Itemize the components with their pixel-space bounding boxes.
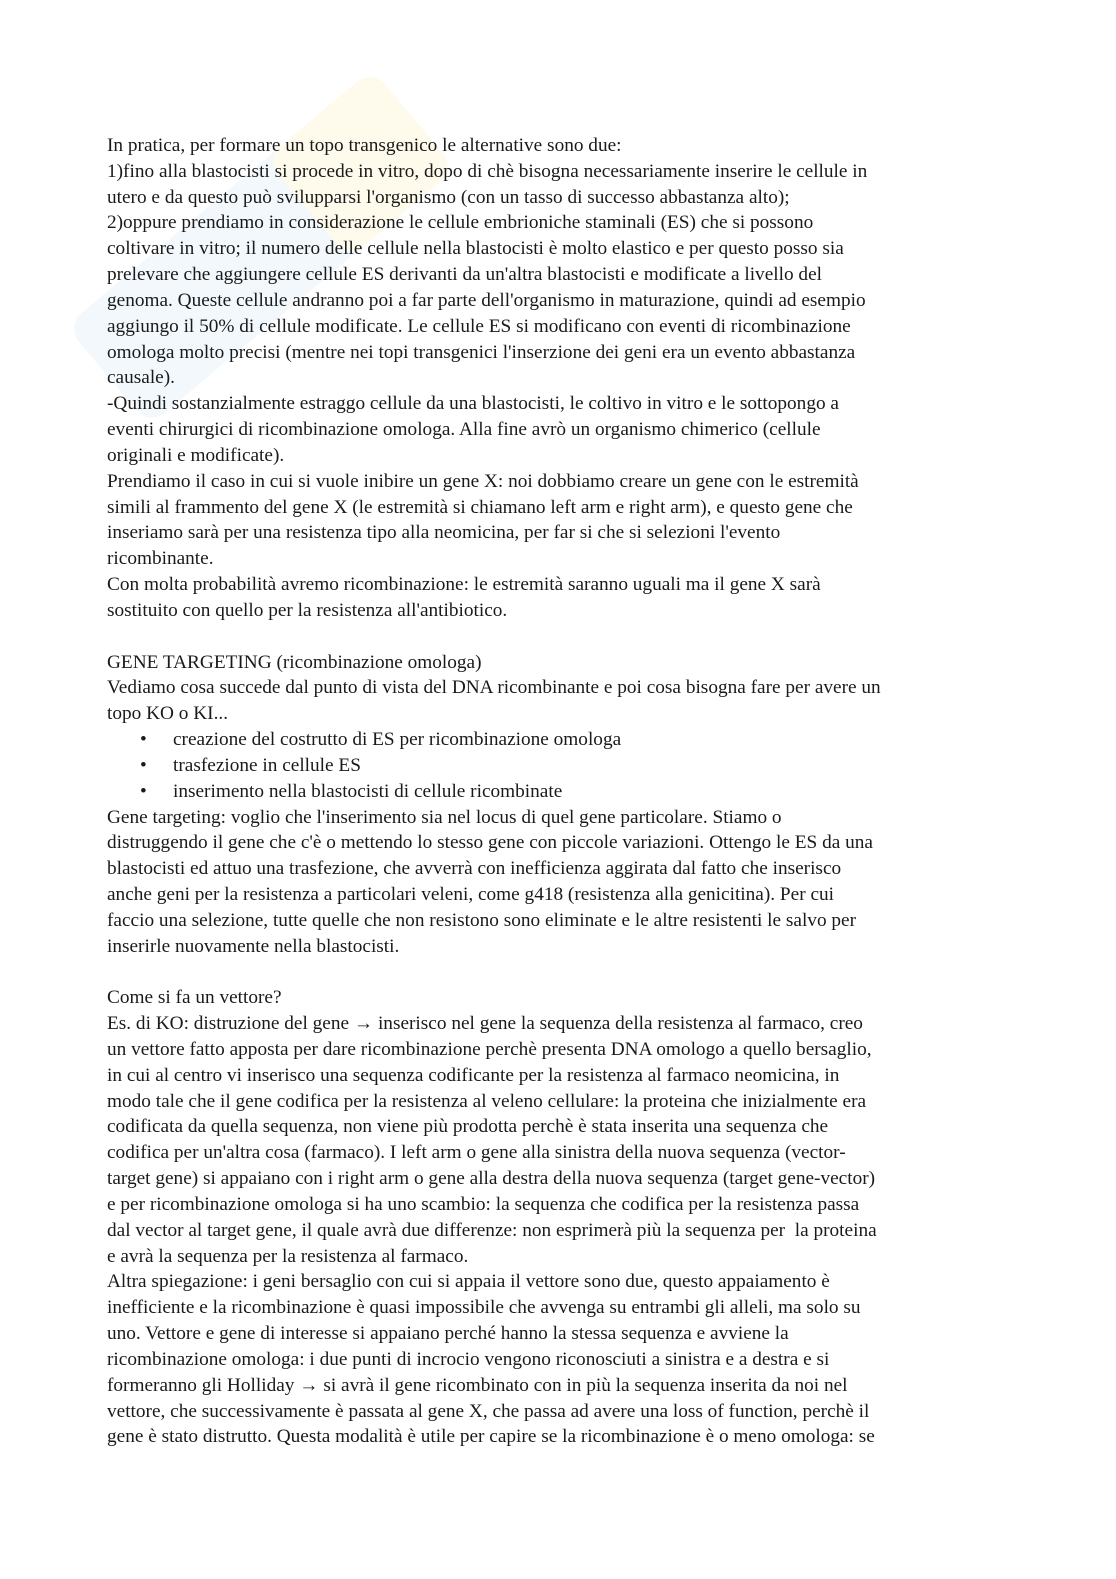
document-body [107, 133, 1067, 1450]
text-line: sostituito con quello per la resistenza all'antibiotico. [107, 599, 508, 621]
text-line: ricombinante. [107, 548, 214, 570]
list-item-text: creazione del costrutto di ES per ricombinazione omologa [173, 729, 622, 751]
text-line: Es. di KO: distruzione del gene → inserisco nel gene la sequenza della resistenza al farmaco, creo [107, 1013, 863, 1035]
text-line: coltivare in vitro; il numero delle cellule nella blastocisti è molto elastico e per questo posso sia [107, 238, 844, 260]
text-line: In pratica, per formare un topo transgenico le alternative sono due: [107, 135, 622, 156]
text-line: Come si fa un vettore? [107, 987, 282, 1009]
text-line: omologa molto precisi (mentre nei topi transgenici l'inserzione dei geni era un evento abbastanza [107, 341, 856, 363]
paragraph-intro [107, 675, 1067, 727]
list-item-text: trasfezione in cellule ES [173, 754, 361, 776]
text-line: dal vector al target gene, il quale avrà due differenze: non esprimerà più la sequenza per la proteina [107, 1219, 877, 1241]
bullet-list [107, 727, 1067, 804]
text-line: Prendiamo il caso in cui si vuole inibire un gene X: noi dobbiamo creare un gene con le estremità [107, 470, 859, 492]
text-line: uno. Vettore e gene di interesse si appaiano perché hanno la stessa sequenza e avviene la [107, 1323, 789, 1345]
text-line: codifica per un'altra cosa (farmaco). I left arm o gene alla sinistra della nuova sequenza (vector- [107, 1142, 846, 1164]
text-line: Con molta probabilità avremo ricombinazione: le estremità saranno uguali ma il gene X sarà [107, 574, 821, 596]
text-line: 2)oppure prendiamo in considerazione le cellule embrioniche staminali (ES) che si possono [107, 212, 814, 234]
paragraph-transgenic-mouse [107, 133, 1067, 624]
paragraph-gene-targeting [107, 805, 1067, 960]
text-line: codificata da quella sequenza, non viene più prodotta perchè è stata inserita una sequenza che [107, 1116, 829, 1138]
text-line: topo KO o KI... [107, 703, 229, 725]
blank-line [107, 960, 1067, 986]
text-line: inserirle nuovamente nella blastocisti. [107, 935, 400, 957]
blank-line [107, 624, 1067, 650]
list-item [107, 753, 1067, 779]
text-line: vettore, che successivamente è passata al gene X, che passa ad avere una loss of function, perchè il [107, 1400, 870, 1422]
text-line: modo tale che il gene codifica per la resistenza al veleno cellulare: la proteina che inizialmente era [107, 1090, 867, 1112]
text-line: blastocisti ed attuo una trasfezione, che avverrà con inefficienza aggirata dal fatto che inserisco [107, 858, 842, 880]
text-line: utero e da questo può svilupparsi l'organismo (con un tasso di successo abbastanza alto); [107, 186, 790, 208]
text-line: in cui al centro vi inserisco una sequenza codificante per la resistenza al farmaco neomicina, in [107, 1064, 840, 1086]
text-line: gene è stato distrutto. Questa modalità è utile per capire se la ricombinazione è o meno omologa: se [107, 1426, 875, 1448]
text-line: un vettore fatto apposta per dare ricombinazione perchè presenta DNA omologo a quello bersaglio, [107, 1038, 872, 1060]
text-line: e avrà la sequenza per la resistenza al farmaco. [107, 1245, 469, 1267]
text-line: genoma. Queste cellule andranno poi a far parte dell'organismo in maturazione, quindi ad esempio [107, 289, 866, 311]
bullet-icon: • [140, 754, 147, 776]
text-line: causale). [107, 367, 175, 389]
list-item [107, 727, 1067, 753]
text-line: Altra spiegazione: i geni bersaglio con cui si appaia il vettore sono due, questo appaiamento è [107, 1271, 830, 1293]
text-line: aggiungo il 50% di cellule modificate. Le cellule ES si modificano con eventi di ricombinazione [107, 315, 851, 337]
text-line: formeranno gli Holliday → si avrà il gene ricombinato con in più la sequenza inserita da noi nel [107, 1374, 848, 1396]
list-item [107, 779, 1067, 805]
text-line: Vediamo cosa succede dal punto di vista del DNA ricombinante e poi cosa bisogna fare per avere un [107, 677, 881, 699]
text-line: faccio una selezione, tutte quelle che non resistono sono eliminate e le altre resistenti le salvo per [107, 909, 857, 931]
text-line: inseriamo sarà per una resistenza tipo alla neomicina, per far si che si selezioni l'evento [107, 522, 781, 544]
text-line: simili al frammento del gene X (le estremità si chiamano left arm e right arm), e questo gene che [107, 496, 853, 518]
text-line: eventi chirurgici di ricombinazione omologa. Alla fine avrò un organismo chimerico (cellule [107, 419, 821, 441]
bullet-icon: • [140, 780, 147, 802]
text-line: -Quindi sostanzialmente estraggo cellule da una blastocisti, le coltivo in vitro e le sottopongo a [107, 393, 839, 415]
text-line: ricombinazione omologa: i due punti di incrocio vengono riconosciuti a sinistra e a destra e si [107, 1348, 830, 1370]
text-line: anche geni per la resistenza a particolari veleni, come g418 (resistenza alla genicitina). Per cui [107, 884, 835, 906]
bullet-icon: • [140, 729, 147, 751]
text-line: inefficiente e la ricombinazione è quasi impossibile che avvenga su entrambi gli alleli, ma solo su [107, 1297, 861, 1319]
list-item-text: inserimento nella blastocisti di cellule ricombinate [173, 780, 563, 802]
paragraph-vector [107, 985, 1067, 1450]
text-line: Gene targeting: voglio che l'inserimento sia nel locus di quel gene particolare. Stiamo o [107, 806, 782, 828]
text-line: 1)fino alla blastocisti si procede in vitro, dopo di chè bisogna necessariamente inserire le cellule in [107, 160, 868, 182]
section-heading: GENE TARGETING (ricombinazione omologa) [107, 651, 482, 673]
text-line: e per ricombinazione omologa si ha uno scambio: la sequenza che codifica per la resistenza passa [107, 1193, 860, 1215]
text-line: target gene) si appaiano con i right arm o gene alla destra della nuova sequenza (target gene-vector) [107, 1168, 876, 1190]
text-line: prelevare che aggiungere cellule ES derivanti da un'altra blastocisti e modificate a livello del [107, 264, 822, 286]
text-line: distruggendo il gene che c'è o mettendo lo stesso gene con piccole variazioni. Ottengo le ES da una [107, 832, 873, 854]
text-line: originali e modificate). [107, 444, 285, 466]
